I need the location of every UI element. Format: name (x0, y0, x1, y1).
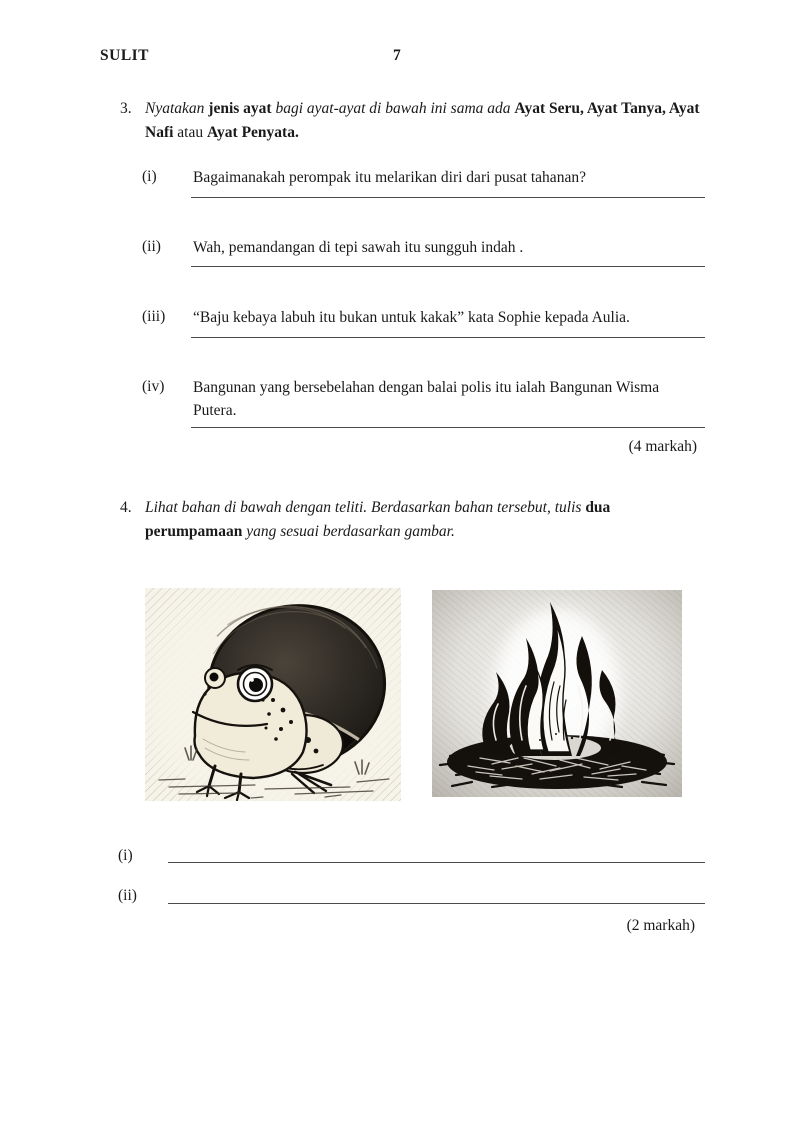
item-numeral-i: (i) (142, 168, 157, 185)
confidential-label: SULIT (100, 47, 150, 64)
item-numeral-iv: (iv) (142, 378, 165, 395)
question-4-instruction: Lihat bahan di bawah dengan teliti. Berdasarkan bahan tersebut, tulis dua perumpamaan yang sesuai berdasarkan gambar. (145, 499, 611, 540)
answer-line[interactable] (191, 197, 705, 198)
figure-fire-on-straw-pile (432, 590, 682, 797)
question-4-number: 4. (120, 499, 132, 516)
question-3 (120, 97, 704, 144)
question-3-instruction: Nyatakan jenis ayat bagi ayat-ayat di bawah ini sama ada Ayat Seru, Ayat Tanya, Ayat Nafi atau Ayat Penyata. (145, 100, 700, 141)
question-4-marks: (2 markah) (626, 917, 695, 934)
answer-line[interactable] (168, 903, 705, 904)
answer-line[interactable] (191, 266, 705, 267)
question-3-number: 3. (120, 100, 132, 117)
question-3-marks: (4 markah) (628, 438, 697, 455)
answer-numeral-i: (i) (118, 847, 133, 864)
item-text-iii: “Baju kebaya labuh itu bukan untuk kakak” kata Sophie kepada Aulia. (193, 309, 630, 326)
item-text-i: Bagaimanakah perompak itu melarikan diri dari pusat tahanan? (193, 169, 586, 186)
answer-line[interactable] (191, 337, 705, 338)
page-number: 7 (393, 47, 401, 64)
answer-line[interactable] (168, 862, 705, 863)
item-numeral-iii: (iii) (142, 308, 166, 325)
item-text-iv: Bangunan yang bersebelahan dengan balai polis itu ialah Bangunan Wisma Putera. (193, 379, 660, 419)
figure-frog-under-coconut-shell (145, 588, 401, 801)
question-4 (120, 496, 704, 543)
answer-numeral-ii: (ii) (118, 887, 137, 904)
item-numeral-ii: (ii) (142, 238, 161, 255)
item-text-ii: Wah, pemandangan di tepi sawah itu sungguh indah . (193, 239, 524, 256)
answer-line[interactable] (191, 427, 705, 428)
